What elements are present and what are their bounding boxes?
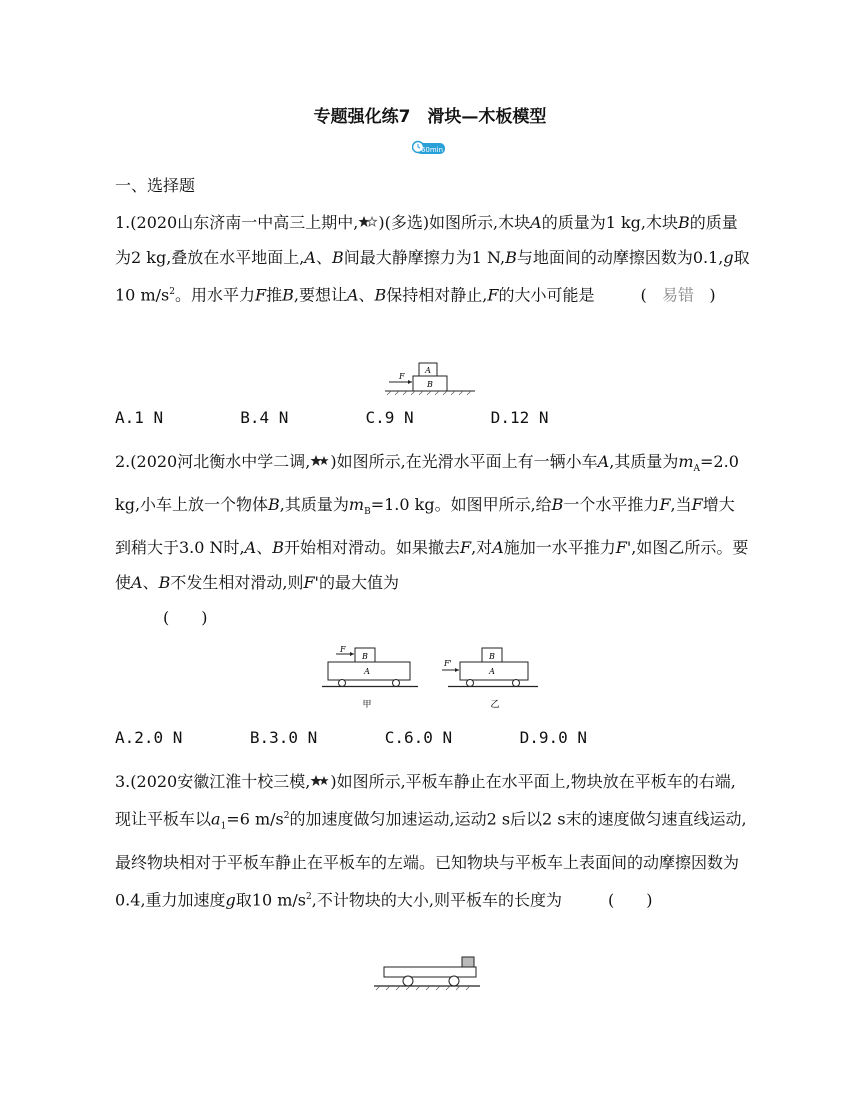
figure-blocks-q1 [383,362,477,396]
options-q1: A.1 N B.4 N C.9 N D.12 N [115,408,549,427]
timer-icon [412,140,446,155]
svg-text:B: B [489,652,495,661]
force-f-label: F [399,372,405,381]
difficulty-star-icon [310,774,330,788]
figure-cart-a [322,644,422,712]
options-q2: A.2.0 N B.3.0 N C.6.0 N D.9.0 N [115,728,588,747]
difficulty-star-icon [310,454,330,468]
answer-paren: ( ) [163,608,208,628]
caption-jia: 甲 [362,700,372,710]
figure-flatbed-cart [372,953,482,993]
difficulty-star-icon [358,215,378,229]
block-b-label: B [427,380,433,389]
section-heading: 一、选择题 [115,176,196,195]
figure-cart-b [440,644,540,712]
svg-text:B: B [362,652,368,661]
caption-yi: 乙 [490,700,500,710]
block-a-label: A [425,366,431,375]
question-2: 2.(2020河北衡水中学二调, )如图所示,在光滑水平面上有一辆小车A,其质量为$m_A=2.0$ kg,小车上放一个物体B,其质量为$m_B=1.0$ kg。如图甲所示,给B一个水平推力F,当F增大到稍大于3.0 N时,A、B开始相对滑动。如果撤去F,对A施加一水平推力F',如图乙所示。要使A、B不发生相对滑动,则F'的最大值为 ( ) [115,444,750,635]
question-3: 3.(2020安徽江淮十校三模, )如图所示,平板车静止在水平面上,物块放在平板车的右端,现让平板车以$a_1=6$ $m/s^2$的加速度做匀加速运动,运动2 s后以2 s末的速度做匀速直线运动,最终物块相对于平板车静止在平板车的左端。已知物块与平板车上表面间的动摩擦因数为0.4,重力加速度g取10 $m/s^2$,不计物块的大小,则平板车的长度为 ( ) [115,772,747,909]
svg-text:A: A [489,667,495,676]
hint-label: 易错 [662,285,695,305]
svg-text:A: A [364,667,370,676]
timer-label: 60min [420,146,444,154]
svg-text:F': F' [444,659,452,668]
question-1: 1.(2020山东济南一中高三上期中, )(多选)如图所示,木块A的质量为1 kg,木块B的质量为2 kg,叠放在水平地面上,A、B间最大静摩擦力为1 N,B与地面间的动摩擦因数为0.1,g取10 $m/s^2$。用水平力F推B,要想让A、B保持相对静止,F的大小可能是 ( 易错 ) [115,213,750,305]
page-title: 专题强化练7 滑块—木板模型 [313,107,547,127]
svg-text:F: F [340,645,346,654]
